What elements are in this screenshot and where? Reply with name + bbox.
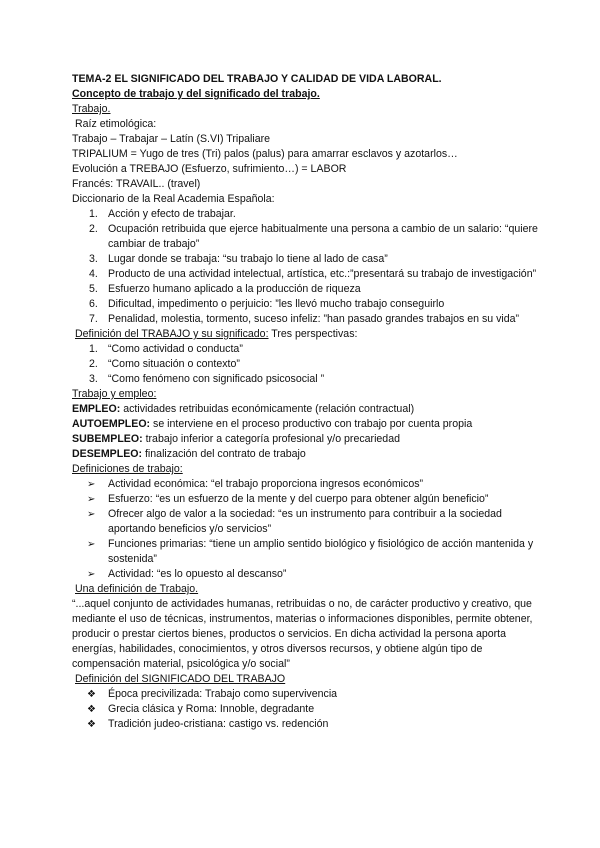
list-item	[72, 567, 542, 582]
list-text: Ocupación retribuida que ejerce habitualmente una persona a cambio de un salario: “quiere cambiar de trabajo”	[108, 223, 538, 250]
diamond-bullet-icon: ❖	[87, 719, 96, 730]
document-title: TEMA-2 EL SIGNIFICADO DEL TRABAJO Y CALIDAD DE VIDA LABORAL.	[72, 73, 442, 85]
diamond-bullet-icon: ❖	[87, 689, 96, 700]
term-line	[72, 417, 542, 432]
text-line: Trabajo – Trabajar – Latín (S.VI) Tripaliare	[72, 133, 271, 145]
list-item	[72, 372, 542, 387]
arrow-bullet-icon: ➢	[87, 539, 96, 550]
term-label: EMPLEO:	[72, 403, 121, 415]
text-line: Diccionario de la Real Academia Española:	[72, 193, 275, 205]
term-desc: actividades retribuidas económicamente (relación contractual)	[120, 403, 415, 415]
list-item	[72, 357, 542, 372]
list-text: Penalidad, molestia, tormento, suceso infeliz: ”han pasado grandes trabajos en su vida”	[108, 313, 520, 325]
list-item	[72, 222, 542, 252]
list-text: Esfuerzo humano aplicado a la producción de riqueza	[108, 283, 361, 295]
text-line: Evolución a TREBAJO (Esfuerzo, sufrimiento…) = LABOR	[72, 163, 347, 175]
list-item	[72, 297, 542, 312]
term-label: SUBEMPLEO:	[72, 433, 143, 445]
list-number: 6.	[89, 298, 98, 310]
definicion-rest: Tres perspectivas:	[268, 328, 358, 340]
term-label: DESEMPLEO:	[72, 448, 143, 460]
list-number: 5.	[89, 283, 98, 295]
list-item	[72, 507, 542, 537]
term-label: AUTOEMPLEO:	[72, 418, 151, 430]
list-text: Ofrecer algo de valor a la sociedad: “es un instrumento para contribuir a la sociedad aportando beneficios y/o servicios”	[108, 508, 502, 535]
arrow-bullet-icon: ➢	[87, 509, 96, 520]
document-page	[72, 72, 542, 732]
list-text: Tradición judeo-cristiana: castigo vs. redención	[108, 718, 329, 730]
list-item	[72, 342, 542, 357]
list-number: 2.	[89, 223, 98, 235]
list-item	[72, 702, 542, 717]
list-item	[72, 687, 542, 702]
arrow-bullet-icon: ➢	[87, 494, 96, 505]
list-text: Época precivilizada: Trabajo como supervivencia	[108, 688, 338, 700]
definicion-line	[72, 327, 542, 342]
list-text: Actividad económica: “el trabajo proporciona ingresos económicos”	[108, 478, 424, 490]
list-number: 1.	[89, 208, 98, 220]
arrow-bullet-icon: ➢	[87, 569, 96, 580]
term-line	[72, 432, 542, 447]
perspectives-list	[72, 342, 542, 387]
arrow-bullet-icon: ➢	[87, 479, 96, 490]
definiciones-list	[72, 477, 542, 582]
list-item	[72, 282, 542, 297]
section-heading-empleo: Trabajo y empleo:	[72, 388, 157, 400]
list-text: Lugar donde se trabaja: “su trabajo lo tiene al lado de casa”	[108, 253, 388, 265]
section-heading-definiciones: Definiciones de trabajo:	[72, 463, 183, 475]
significado-list	[72, 687, 542, 732]
term-desc: se interviene en el proceso productivo con trabajo por cuenta propia	[150, 418, 473, 430]
text-line: Francés: TRAVAIL.. (travel)	[72, 178, 201, 190]
list-number: 2.	[89, 358, 98, 370]
rae-definitions-list	[72, 207, 542, 327]
list-text: Actividad: “es lo opuesto al descanso”	[108, 568, 287, 580]
list-text: “Como situación o contexto”	[108, 358, 240, 370]
list-number: 4.	[89, 268, 98, 280]
list-text: Funciones primarias: “tiene un amplio sentido biológico y fisiológico de acción mantenida y sostenida”	[108, 538, 534, 565]
list-number: 7.	[89, 313, 98, 325]
list-text: Esfuerzo: “es un esfuerzo de la mente y del cuerpo para obtener algún beneficio”	[108, 493, 489, 505]
section-heading-trabajo: Trabajo.	[72, 103, 111, 115]
list-item	[72, 492, 542, 507]
list-item	[72, 252, 542, 267]
term-line	[72, 447, 542, 462]
term-desc: finalización del contrato de trabajo	[142, 448, 306, 460]
list-number: 1.	[89, 343, 98, 355]
raiz-label: Raíz etimológica:	[75, 118, 157, 130]
list-text: “Como actividad o conducta”	[108, 343, 243, 355]
list-text: Producto de una actividad intelectual, artística, etc.:”presentará su trabajo de investigación”	[108, 268, 537, 280]
list-item	[72, 537, 542, 567]
term-line	[72, 402, 542, 417]
term-desc: trabajo inferior a categoría profesional y/o precariedad	[142, 433, 400, 445]
list-item	[72, 717, 542, 732]
list-text: Dificultad, impedimento o perjuicio: ”les llevó mucho trabajo conseguirlo	[108, 298, 445, 310]
section-heading-una-definicion: Una definición de Trabajo.	[75, 583, 199, 595]
diamond-bullet-icon: ❖	[87, 704, 96, 715]
section-heading-definicion: Definición del TRABAJO y su significado:	[75, 328, 269, 340]
document-subtitle: Concepto de trabajo y del significado del trabajo.	[72, 88, 320, 100]
list-text: “Como fenómeno con significado psicosocial ”	[108, 373, 325, 385]
list-item	[72, 267, 542, 282]
list-text: Grecia clásica y Roma: Innoble, degradante	[108, 703, 315, 715]
list-number: 3.	[89, 373, 98, 385]
text-line: TRIPALIUM = Yugo de tres (Tri) palos (palus) para amarrar esclavos y azotarlos…	[72, 148, 458, 160]
list-item	[72, 312, 542, 327]
list-item	[72, 477, 542, 492]
section-heading-significado: Definición del SIGNIFICADO DEL TRABAJO	[75, 673, 286, 685]
list-number: 3.	[89, 253, 98, 265]
definition-paragraph: “...aquel conjunto de actividades humanas, retribuidas o no, de carácter productivo y creativo, que mediante el uso de técnicas, instrumentos, materias o informaciones disponibles, permite obtener, producir o prestar ciertos bienes, productos o servicios. En dicha actividad la persona aporta energías, habilidades, conocimientos, y otros diversos recursos, y obtiene algún tipo de compensación material, psicológica y/o social”	[72, 598, 533, 670]
list-text: Acción y efecto de trabajar.	[108, 208, 236, 220]
list-item	[72, 207, 542, 222]
